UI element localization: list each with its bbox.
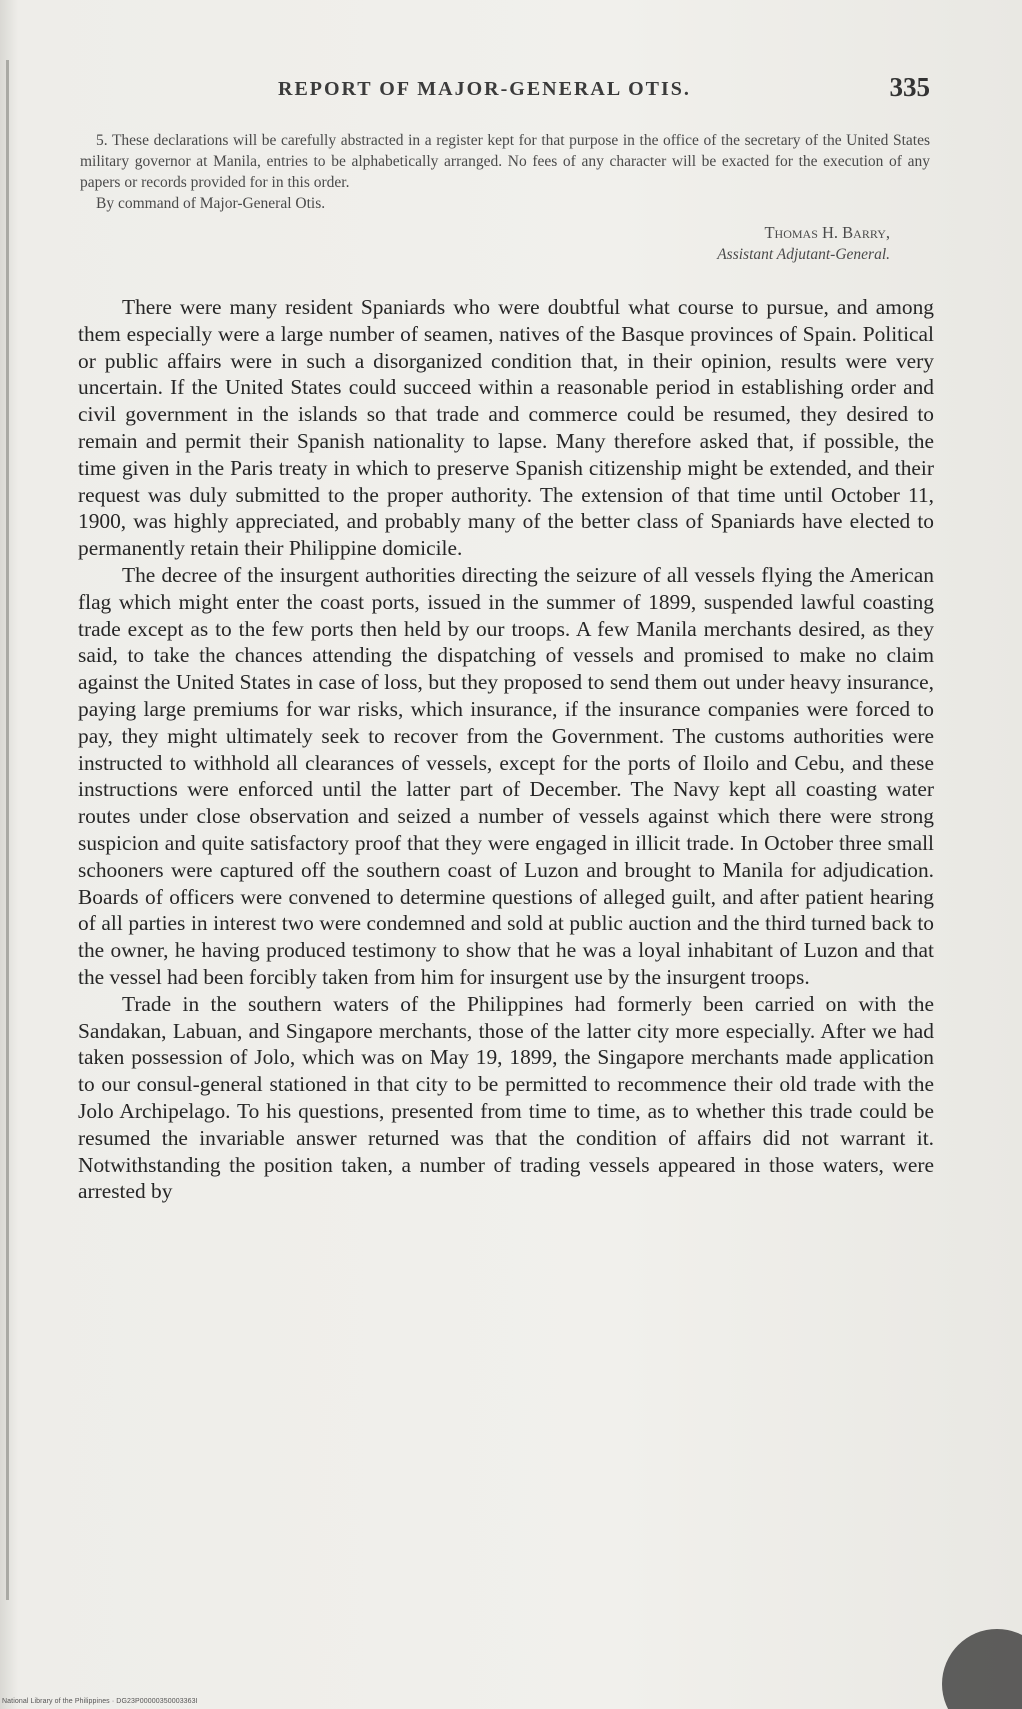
body-paragraph: Trade in the southern waters of the Philippines had formerly been carried on with the Sandakan, Labuan, and Singapore merchants, those of the latter city more especially. After we had taken possession of Jolo, which was on May 19, 1899, the Singapore merchants made application to our consul-general stationed in that city to be permitted to recommence their old trade with the Jolo Archipelago. To his questions, presented from time to time, as to whether this trade could be resumed the invariable answer returned was that the condition of affairs did not warrant it. Notwithstanding the position taken, a number of trading vessels appeared in those waters, were arrested by [78, 991, 934, 1204]
signature-name: Thomas H. Barry, [764, 223, 890, 242]
order-paragraph: 5. These declarations will be carefully abstracted in a register kept for that purpose in the office of the secretary of the United States military governor at Manila, entries to be alphabetically arranged. No fees of any character will be exacted for the execution of any papers or records provided for in this order. [80, 132, 930, 191]
page-number: 335 [889, 72, 930, 102]
scan-corner-shadow [942, 1629, 1022, 1709]
running-title: REPORT OF MAJOR-GENERAL OTIS. [278, 78, 691, 100]
binding-edge [6, 60, 9, 1600]
body-paragraph: There were many resident Spaniards who were doubtful what course to pursue, and among them especially were a large number of seamen, natives of the Basque provinces of Spain. Political or public affairs were in such a disorganized condition that, in their opinion, results were very uncertain. If the United States could succeed within a reasonable period in establishing order and civil government in the islands so that trade and commerce could be resumed, they desired to remain and permit their Spanish nationality to lapse. Many therefore asked that, if possible, the time given in the Paris treaty in which to preserve Spanish citizenship might be extended, and their request was duly submitted to the proper authority. The extension of that time until October 11, 1900, was highly appreciated, and probably many of the better class of Spaniards have elected to permanently retain their Philippine domicile. [78, 295, 934, 561]
body-paragraph: The decree of the insurgent authorities directing the seizure of all vessels flying the American flag which might enter the coast ports, issued in the summer of 1899, suspended lawful coasting trade except as to the few ports then held by our troops. A few Manila merchants desired, as they said, to take the chances attending the dispatching of vessels and promised to make no claim against the United States in case of loss, but they proposed to send them out under heavy insurance, paying large premiums for war risks, which insurance, if the insurance companies were forced to pay, they might ultimately seek to recover from the Government. The customs authorities were instructed to withhold all clearances of vessels, except for the ports of Iloilo and Cebu, and these instructions were enforced until the latter part of December. The Navy kept all coasting water routes under close observation and seized a number of vessels against which there were strong suspicion and quite satisfactory proof that they were engaged in illicit trade. In October three small schooners were captured off the southern coast of Luzon and brought to Manila for adjudication. Boards of officers were convened to determine questions of alleged guilt, and after patient hearing of all parties in interest two were condemned and sold at public auction and the third turned back to the owner, he having produced testimony to show that he was a loyal inhabitant of Luzon and that the vessel had been forcibly taken from him for insurgent use by the insurgent troops. [78, 562, 934, 989]
scan-footer: National Library of the Philippines · DG23P00000350003363I [2, 1698, 198, 1705]
general-order-excerpt [80, 130, 930, 266]
running-header [80, 72, 930, 118]
signature-block [80, 222, 930, 266]
body-text [78, 294, 934, 1205]
by-command-line: By command of Major-General Otis. [96, 195, 326, 212]
signature-title: Assistant Adjutant-General. [717, 246, 890, 263]
